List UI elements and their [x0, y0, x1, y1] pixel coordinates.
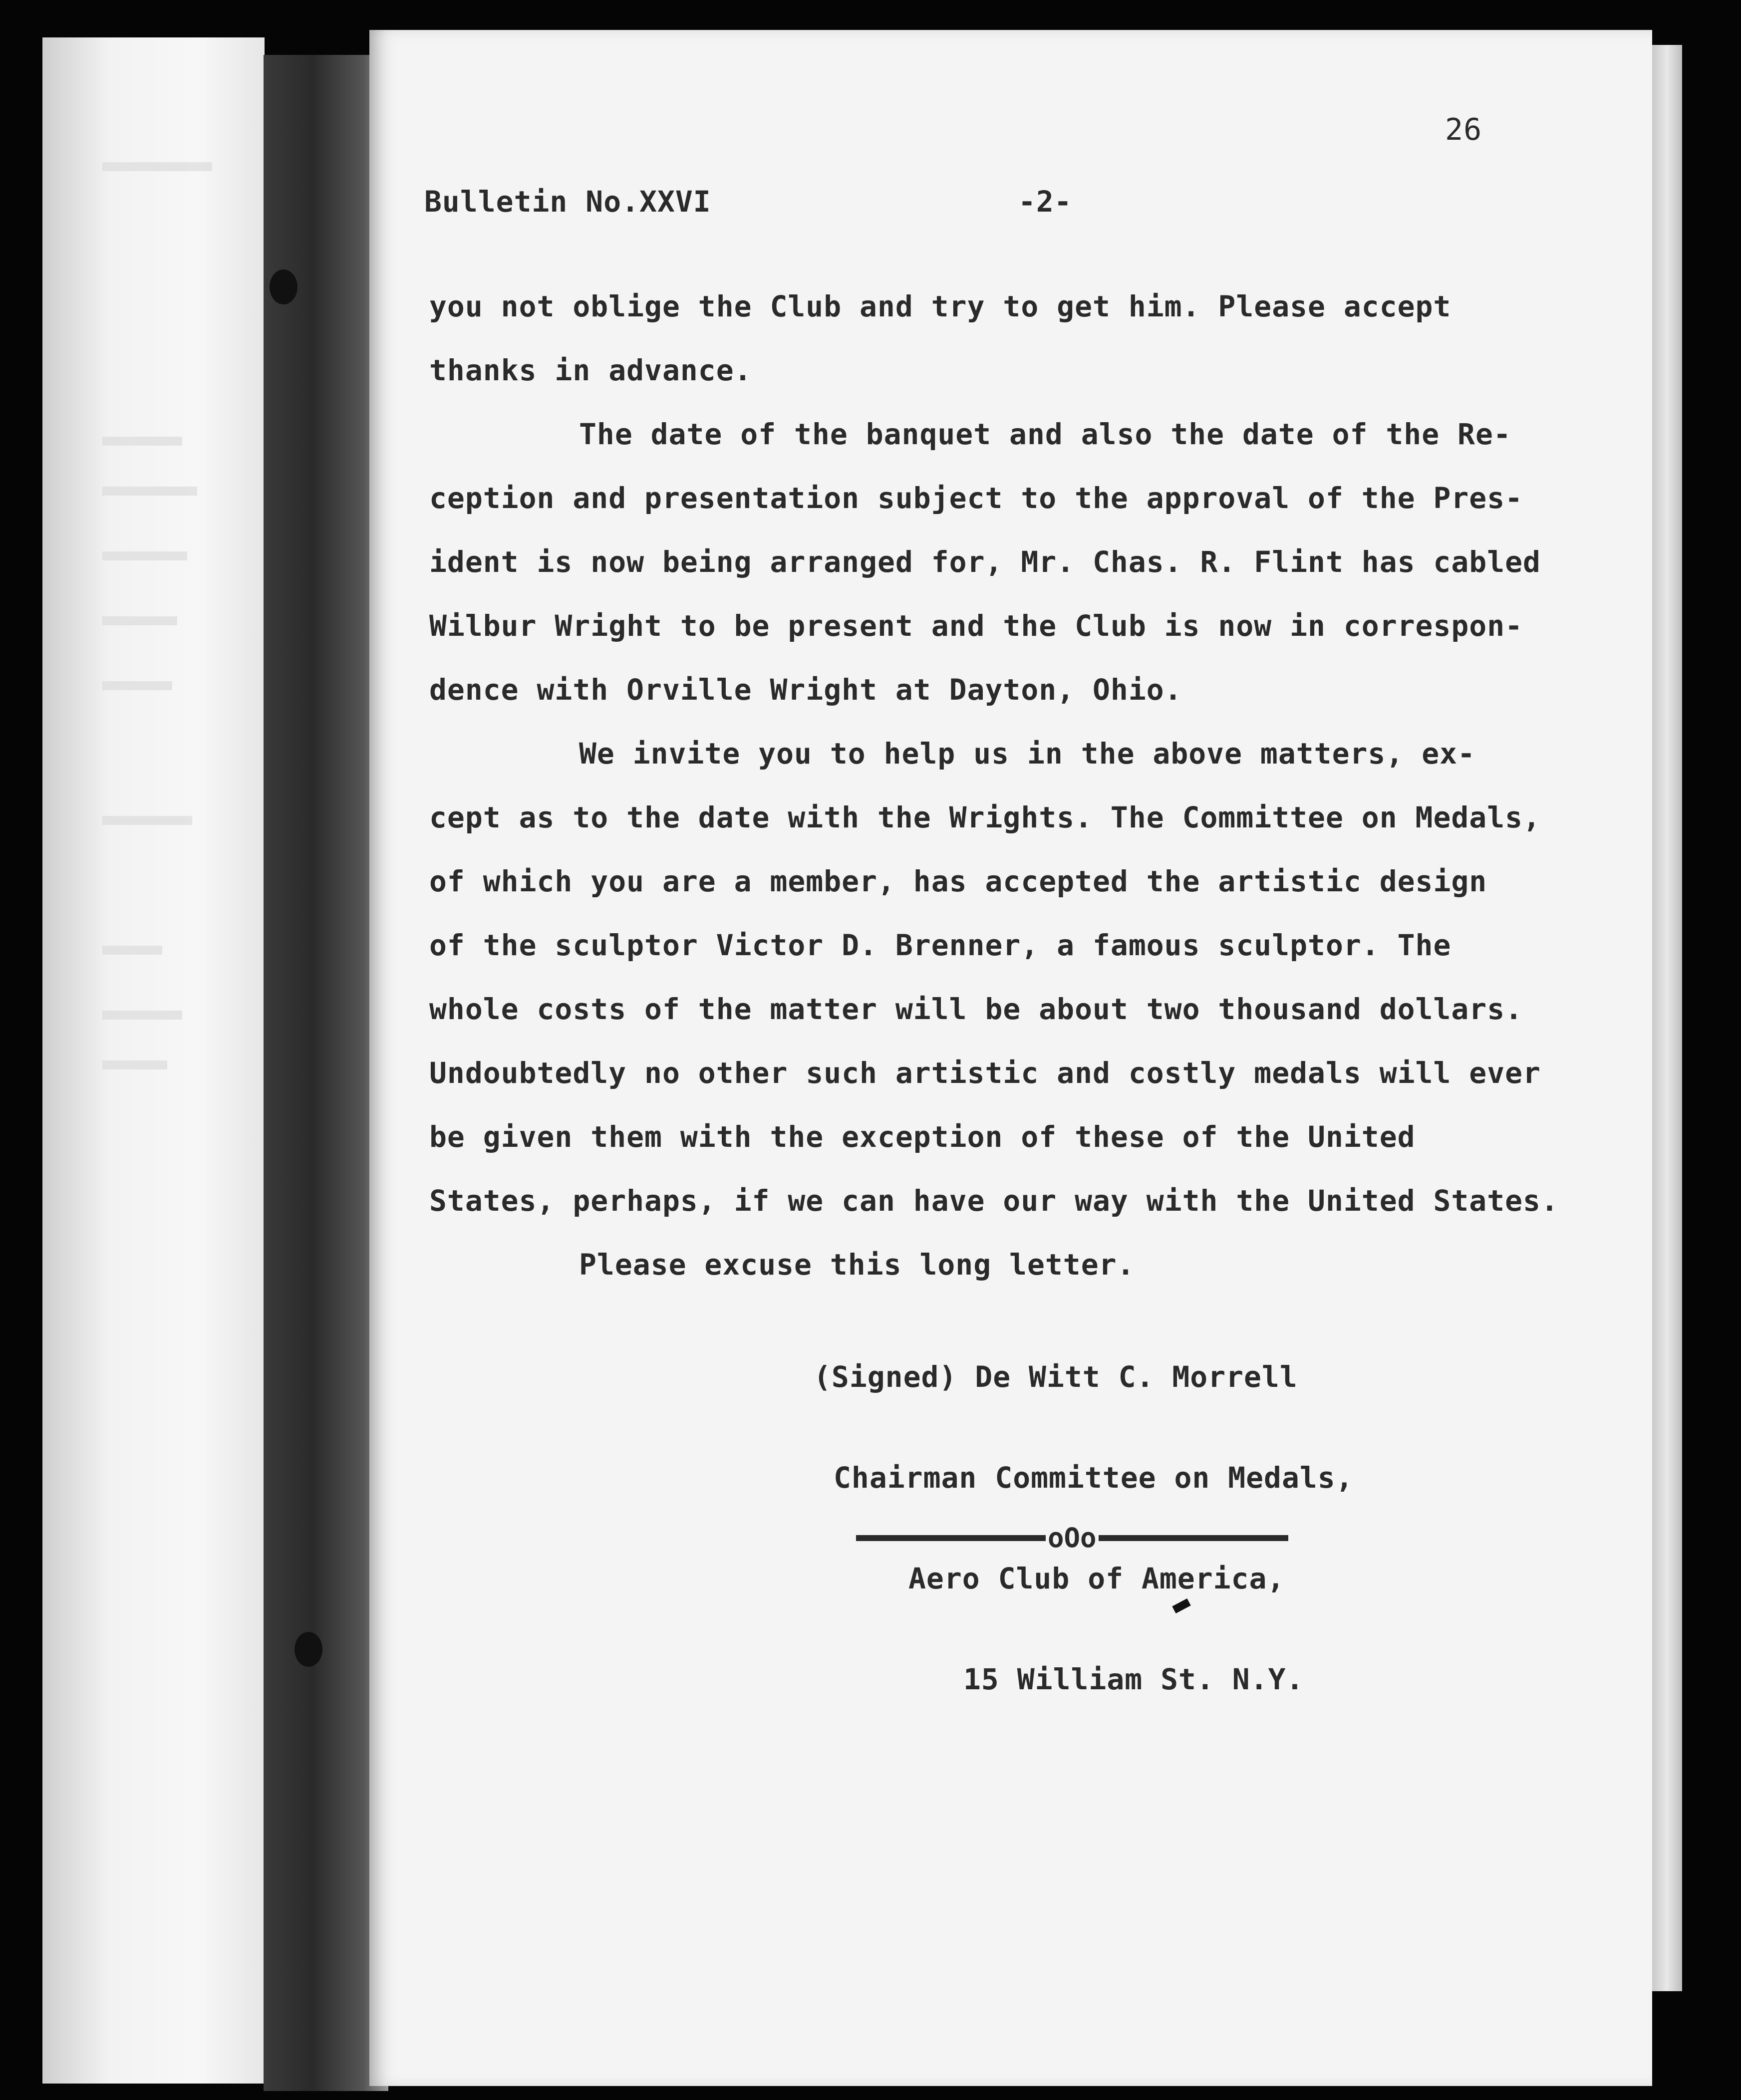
body-line: thanks in advance. [429, 353, 752, 387]
body-line: Wilbur Wright to be present and the Club is now in correspon- [429, 609, 1523, 643]
signature-name: (Signed) De Witt C. Morrell [814, 1360, 1298, 1394]
bleed-through-text [102, 551, 187, 560]
bleed-through-text [102, 162, 212, 171]
body-line: of which you are a member, has accepted the artistic design [429, 864, 1487, 898]
binder-hole [270, 269, 297, 304]
body-line: you not oblige the Club and try to get him. Please accept [429, 289, 1451, 323]
body-line: ident is now being arranged for, Mr. Chas. R. Flint has cabled [429, 545, 1541, 579]
bleed-through-text [102, 487, 197, 496]
body-line: cept as to the date with the Wrights. The Committee on Medals, [429, 800, 1541, 834]
letter-body [429, 274, 1637, 1297]
signature-address: 15 William St. N.Y. [963, 1662, 1304, 1696]
facing-page [42, 37, 265, 2084]
bleed-through-text [102, 1060, 167, 1069]
body-line: States, perhaps, if we can have our way with the United States. [429, 1184, 1559, 1218]
bleed-through-text [102, 1011, 182, 1020]
body-line: of the sculptor Victor D. Brenner, a famous sculptor. The [429, 928, 1451, 962]
body-line: be given them with the exception of these of the United [429, 1120, 1416, 1154]
signature-title: Chairman Committee on Medals, [834, 1461, 1354, 1495]
body-line: Undoubtedly no other such artistic and costly medals will ever [429, 1056, 1541, 1090]
separator-dash [1099, 1535, 1288, 1541]
page-marker: -2- [1018, 185, 1072, 219]
bulletin-heading: Bulletin No.XXVI [424, 185, 711, 219]
separator-dash [856, 1535, 1046, 1541]
body-line: dence with Orville Wright at Dayton, Ohio. [429, 673, 1182, 707]
bleed-through-text [102, 437, 182, 446]
bleed-through-text [102, 816, 192, 825]
bleed-through-text [102, 616, 177, 625]
body-line: ception and presentation subject to the approval of the Pres- [429, 481, 1523, 515]
body-line: Please excuse this long letter. [579, 1248, 1135, 1282]
body-line: We invite you to help us in the above matters, ex- [579, 737, 1475, 771]
body-line: The date of the banquet and also the date of the Re- [579, 417, 1511, 451]
bleed-through-text [102, 681, 172, 690]
signature-organization: Aero Club of America, [908, 1562, 1285, 1595]
body-line: whole costs of the matter will be about two thousand dollars. [429, 992, 1523, 1026]
page-edge [1652, 45, 1682, 1991]
bleed-through-text [102, 946, 162, 955]
binder-hole [294, 1632, 322, 1667]
section-separator [856, 1522, 1288, 1554]
separator-mark: oOo [1048, 1522, 1097, 1554]
page-number: 26 [1445, 112, 1482, 147]
